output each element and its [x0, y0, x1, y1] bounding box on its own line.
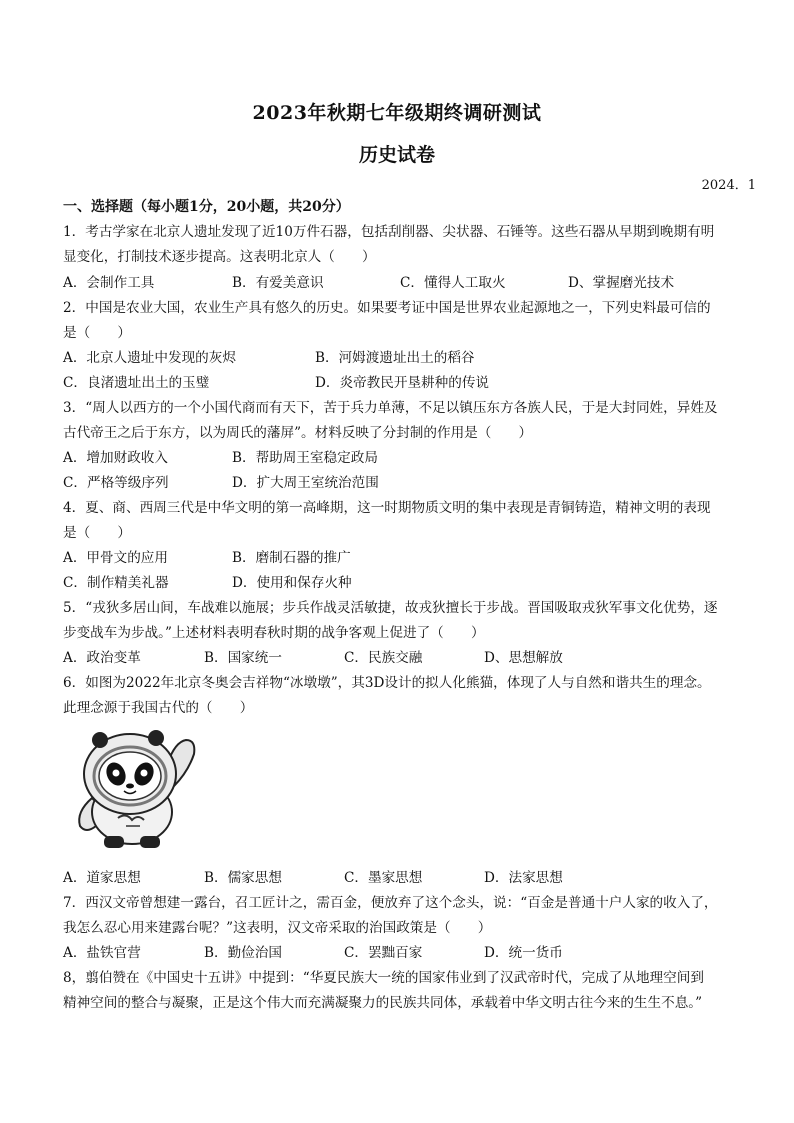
- question-4-option-a: A．甲骨文的应用: [63, 550, 168, 566]
- question-4-option-b: B．磨制石器的推广: [232, 550, 351, 566]
- question-6-option-b: B．儒家思想: [204, 870, 282, 886]
- question-1-option-d: D、掌握磨光技术: [568, 275, 675, 291]
- question-6-option-a: A．道家思想: [63, 870, 141, 886]
- question-3-option-a: A．增加财政收入: [63, 450, 168, 466]
- question-7-option-b: B．勤俭治国: [204, 945, 282, 961]
- page-subtitle: 历史试卷: [358, 144, 435, 166]
- question-1-line-1: 1．考古学家在北京人遗址发现了近10万件石器，包括刮削器、尖状器、石锤等。这些石器从早期到晚期有明: [63, 224, 715, 240]
- question-3-option-d: D．扩大周王室统治范围: [232, 475, 379, 491]
- question-7-line-2: 我怎么忍心用来建露台呢？”这表明，汉文帝采取的治国政策是（ ）: [63, 920, 492, 936]
- exam-date: 2024．1: [701, 178, 756, 193]
- question-2-option-d: D．炎帝教民开垦耕种的传说: [315, 375, 490, 391]
- question-1-option-a: A．会制作工具: [63, 275, 155, 291]
- question-3-option-b: B．帮助周王室稳定政局: [232, 450, 378, 466]
- question-4-option-d: D．使用和保存火种: [232, 575, 352, 591]
- question-3-line-1: 3．“周人以西方的一个小国代商而有天下，苦于兵力单薄，不足以镇压东方各族人民，于是大封同姓，异姓及: [63, 400, 718, 416]
- question-6-option-d: D．法家思想: [484, 870, 563, 886]
- question-5-option-c: C．民族交融: [344, 650, 423, 666]
- question-2-option-a: A．北京人遗址中发现的灰烬: [63, 350, 236, 366]
- question-4-line-1: 4．夏、商、西周三代是中华文明的第一高峰期，这一时期物质文明的集中表现是青铜铸造，精神文明的表现: [63, 500, 711, 516]
- question-5-option-d: D、思想解放: [484, 650, 563, 666]
- question-8-line-2: 精神空间的整合与凝聚，正是这个伟大而充满凝聚力的民族共同体，承载着中华文明古往今来的生生不息。”: [63, 995, 703, 1011]
- question-8-line-1: 8，翦伯赞在《中国史十五讲》中提到：“华夏民族大一统的国家伟业到了汉武帝时代，完成了从地理空间到: [63, 970, 704, 986]
- question-1-option-c: C．懂得人工取火: [400, 275, 506, 291]
- question-5-option-b: B．国家统一: [204, 650, 282, 666]
- question-2-option-c: C．良渚遗址出土的玉璧: [63, 375, 210, 391]
- bing-dwen-dwen-mascot-image: [70, 728, 198, 852]
- question-5-line-1: 5．“戎狄多居山间，车战难以施展；步兵作战灵活敏捷，故戎狄擅长于步战。晋国吸取戎狄军事文化优势，逐: [63, 600, 718, 616]
- question-5-line-2: 步变战车为步战。”上述材料表明春秋时期的战争客观上促进了（ ）: [63, 625, 485, 641]
- question-2-line-1: 2．中国是农业大国，农业生产具有悠久的历史。如果要考证中国是世界农业起源地之一，下列史料最可信的: [63, 300, 711, 316]
- question-2-line-2: 是（ ）: [63, 325, 131, 341]
- question-3-option-c: C．严格等级序列: [63, 475, 169, 491]
- question-6-option-c: C．墨家思想: [344, 870, 423, 886]
- question-7-option-a: A．盐铁官营: [63, 945, 141, 961]
- page-title: 2023年秋期七年级期终调研测试: [252, 102, 542, 124]
- question-1-line-2: 显变化，打制技术逐步提高。这表明北京人（ ）: [63, 249, 376, 265]
- question-5-option-a: A．政治变革: [63, 650, 141, 666]
- question-1-option-b: B．有爱美意识: [232, 275, 324, 291]
- question-4-option-c: C．制作精美礼器: [63, 575, 169, 591]
- question-3-line-2: 古代帝王之后于东方，以为周氏的藩屏”。材料反映了分封制的作用是（ ）: [63, 425, 533, 441]
- section-heading: 一、选择题（每小题1分，20小题，共20分）: [63, 199, 350, 215]
- question-6-line-1: 6．如图为2022年北京冬奥会吉祥物“冰墩墩”，其3D设计的拟人化熊猫，体现了人与自然和谐共生的理念。: [63, 675, 711, 691]
- question-4-line-2: 是（ ）: [63, 525, 131, 541]
- question-7-line-1: 7．西汉文帝曾想建一露台，召工匠计之，需百金，便放弃了这个念头，说：“百金是普通十户人家的收入了，: [63, 895, 718, 911]
- question-6-line-2: 此理念源于我国古代的（ ）: [63, 700, 254, 716]
- question-2-option-b: B．河姆渡遗址出土的稻谷: [315, 350, 475, 366]
- question-7-option-c: C．罢黜百家: [344, 945, 423, 961]
- question-7-option-d: D．统一货币: [484, 945, 563, 961]
